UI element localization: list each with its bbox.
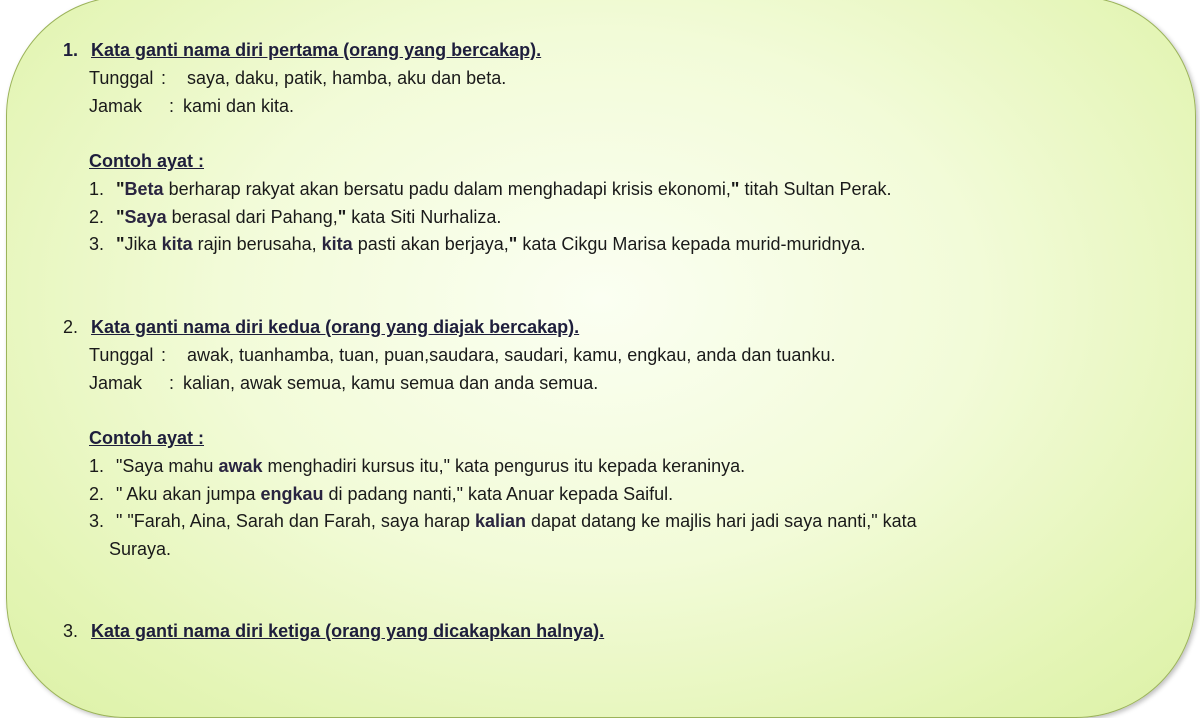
quote-mark: " [116,234,125,255]
jamak-label: Jamak [89,373,143,393]
quote-mark: " [116,179,125,199]
section-1-contoh-heading: Contoh ayat : [89,151,204,171]
section-2-tunggal: Tunggal : awak, tuanhamba, tuan, puan,saudara, saudari, kamu, engkau, anda dan tuanku. [89,342,835,370]
pronoun-emphasis: kalian [475,511,527,532]
example-number: 3. [89,511,105,532]
section-1-title [63,37,541,65]
pronoun-emphasis: Beta [124,179,164,199]
section-2-number: 2. [63,317,79,337]
example-number: 2. [89,483,105,504]
example-sentence [89,231,866,259]
quote-mark: " [116,206,125,227]
section-2-jamak: Jamak : kalian, awak semua, kamu semua dan anda semua. [89,370,598,398]
example-number: 3. [89,234,105,255]
section-3-heading: Kata ganti nama diri ketiga (orang yang dicakapkan halnya). [91,621,605,641]
tunggal-label: Tunggal [89,345,154,365]
jamak-text: kalian, awak semua, kamu semua dan anda semua. [183,373,599,393]
example-text: kata Cikgu Marisa kepada murid-muridnya. [517,234,866,255]
example-text: titah Sultan Perak. [739,179,892,199]
example-sentence [89,176,892,204]
tunggal-text: saya, daku, patik, hamba, aku dan beta. [187,68,507,88]
example-continuation: Suraya. [109,539,172,559]
pronoun-emphasis: awak [218,456,263,476]
section-1-jamak: Jamak : kami dan kita. [89,93,294,121]
example-text: kata Siti Nurhaliza. [346,206,502,227]
section-1-tunggal: Tunggal : saya, daku, patik, hamba, aku dan beta. [89,65,506,93]
jamak-text: kami dan kita. [183,96,295,116]
example-text: berasal dari Pahang, [166,206,338,227]
example-sentence [89,453,745,481]
section-1-heading: Kata ganti nama diri pertama (orang yang bercakap). [91,40,542,60]
example-text: " "Farah, Aina, Sarah dan Farah, saya harap [116,511,475,532]
example-text: "Saya mahu [116,456,219,476]
example-text: pasti akan berjaya, [352,234,509,255]
example-text: rajin berusaha, [192,234,322,255]
example-number: 1. [89,179,105,199]
jamak-label: Jamak [89,96,143,116]
example-text: di padang nanti," kata Anuar kepada Saiful. [323,483,674,504]
example-sentence [89,508,917,536]
section-2-contoh-heading: Contoh ayat : [89,428,204,448]
section-1-number: 1. [63,40,79,60]
section-2-title [63,314,579,342]
pronoun-emphasis: kita [321,234,353,255]
example-number: 1. [89,456,105,476]
pronoun-emphasis: Saya [124,206,167,227]
example-sentence [89,204,501,232]
pronoun-emphasis: engkau [260,483,324,504]
example-text: dapat datang ke majlis hari jadi saya nanti," kata [526,511,917,532]
example-number: 2. [89,206,105,227]
example-sentence [89,481,673,509]
example-text: " Aku akan jumpa [116,483,261,504]
example-text: menghadiri kursus itu," kata pengurus itu kepada keraninya. [262,456,746,476]
section-3-number: 3. [63,621,79,641]
quote-mark: " [508,234,518,255]
pronoun-emphasis: kita [161,234,193,255]
section-2-heading: Kata ganti nama diri kedua (orang yang diajak bercakap). [91,317,580,337]
quote-mark: " [730,179,740,199]
tunggal-text: awak, tuanhamba, tuan, puan,saudara, saudari, kamu, engkau, anda dan tuanku. [187,345,836,365]
tunggal-label: Tunggal [89,68,154,88]
example-text: Jika [124,234,162,255]
quote-mark: " [337,206,347,227]
example-text: berharap rakyat akan bersatu padu dalam menghadapi krisis ekonomi, [163,179,731,199]
section-3-title [63,618,604,646]
